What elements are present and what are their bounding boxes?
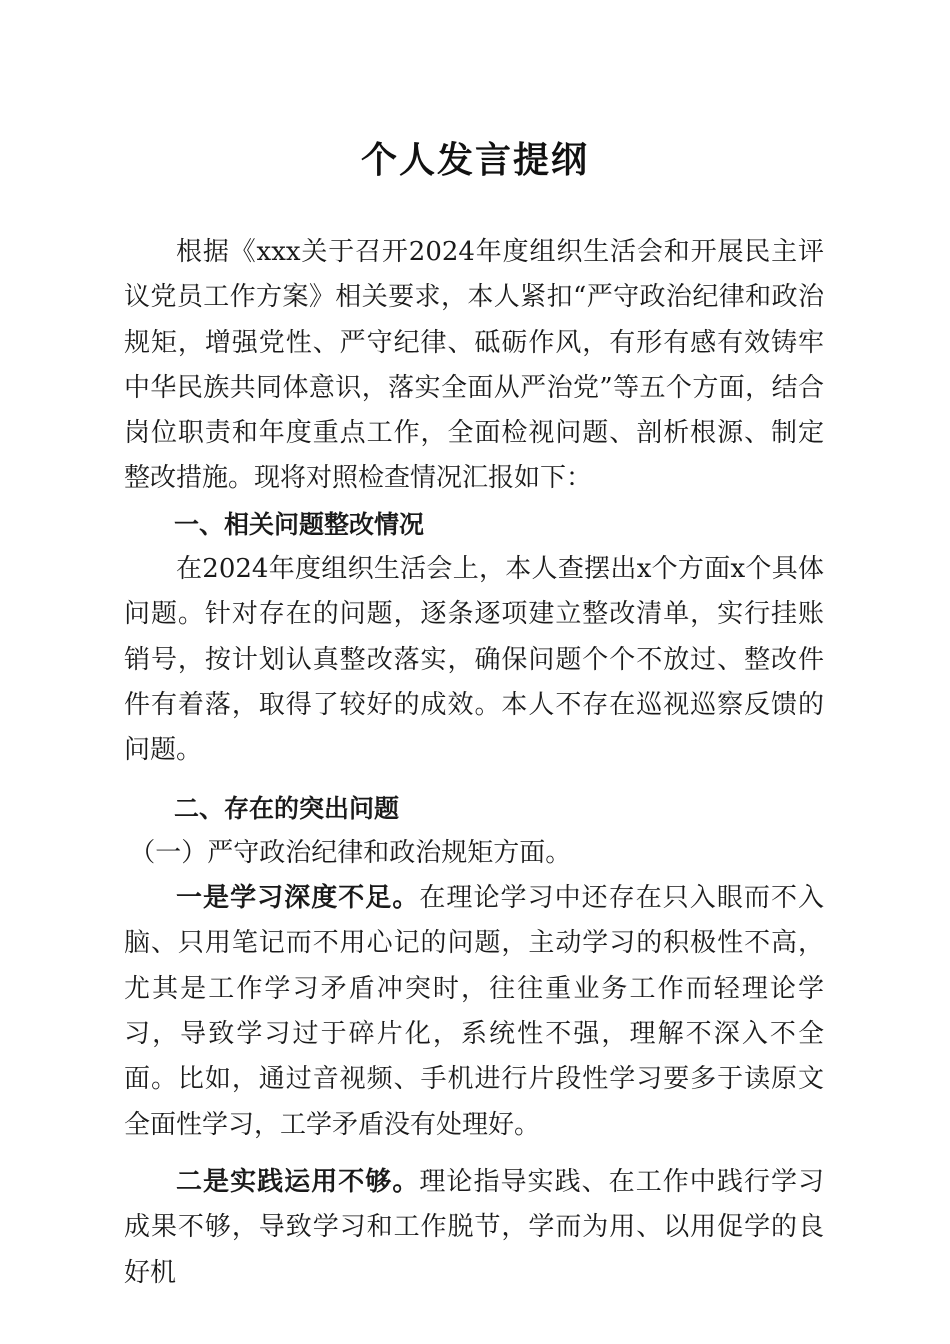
point-2-lead: 二是实践运用不够。 bbox=[176, 1166, 420, 1197]
section-2-heading: 二、存在的突出问题 bbox=[174, 793, 400, 823]
point-2-text: 理论指导实践、在工作中践行学习成果不够，导致学习和工作脱节，学而为用、以用促学的良好机 bbox=[124, 1166, 824, 1288]
point-1-paragraph bbox=[124, 876, 824, 1148]
document-body bbox=[124, 230, 824, 1296]
document-title: 个人发言提纲 bbox=[360, 139, 589, 181]
point-1-text: 在理论学习中还存在只入眼而不入脑、只用笔记而不用心记的问题，主动学习的积极性不高，尤其是工作学习矛盾冲突时，往往重业务工作而轻理论学习，导致学习过于碎片化，系统性不强，理解不深入不全面。比如，通过音视频、手机进行片段性学习要多于读原文全面性学习，工学矛盾没有处理好。 bbox=[124, 883, 824, 1140]
section-2-subheading: （一）严守政治纪律和政治规矩方面。 bbox=[129, 837, 572, 868]
intro-paragraph: 根据《xxx关于召开2024年度组织生活会和开展民主评议党员工作方案》相关要求，本人紧扣“严守政治纪律和政治规矩，增强党性、严守纪律、砥砺作风，有形有感有效铸牢中华民族共同体意识，落实全面从严治党”等五个方面，结合岗位职责和年度重点工作，全面检视问题、剖析根源、制定整改措施。现将对照检查情况汇报如下： bbox=[124, 237, 824, 494]
point-1-lead: 一是学习深度不足。 bbox=[176, 883, 420, 914]
point-2-paragraph bbox=[124, 1160, 824, 1296]
section-1-paragraph: 在2024年度组织生活会上，本人查摆出x个方面x个具体问题。针对存在的问题，逐条逐项建立整改清单，实行挂账销号，按计划认真整改落实，确保问题个个不放过、整改件件有着落，取得了较好的成效。本人不存在巡视巡察反馈的问题。 bbox=[124, 554, 824, 766]
section-1-heading: 一、相关问题整改情况 bbox=[174, 509, 425, 539]
